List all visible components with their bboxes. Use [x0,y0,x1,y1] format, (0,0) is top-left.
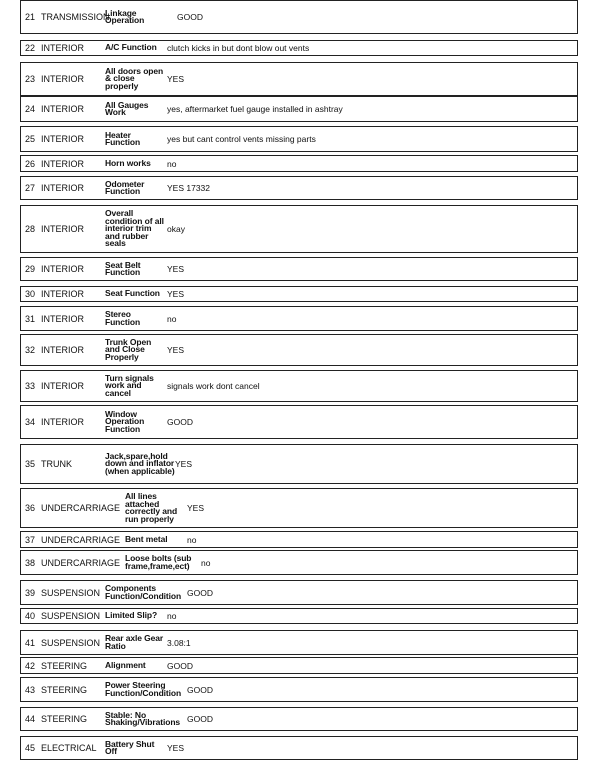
row-value: no [167,611,177,621]
row-number: 39 [25,587,36,598]
table-row [20,306,578,331]
row-item: Window Operation Function [105,408,145,434]
row-category: INTERIOR [41,224,85,234]
table-row [20,205,578,253]
row-item: Linkage Operation [105,7,145,25]
row-number: 22 [25,43,36,53]
row-value: no [167,158,177,169]
row-item: Seat Belt Function [105,259,141,277]
table-row [20,286,578,302]
row-category: INTERIOR [41,104,85,114]
row-category: UNDERCARRIAGE [41,534,121,545]
table-row [20,488,578,528]
row-value: okay [167,224,185,234]
row-number: 38 [25,557,36,568]
row-number: 41 [25,637,36,648]
row-item: Stable: No Shaking/Vibrations [105,709,181,727]
row-value: yes, aftermarket fuel gauge installed in ashtray [167,104,343,114]
row-number: 36 [25,503,36,513]
row-number: 30 [25,289,36,299]
row-item: All Gauges Work [105,99,149,117]
row-number: 33 [25,381,36,391]
table-row [20,40,578,56]
row-item: Overall condition of all interior trim and rubber seals [105,208,164,249]
row-category: INTERIOR [41,381,85,391]
table-row [20,176,578,200]
row-item: A/C Function [105,42,157,53]
row-number: 44 [25,714,36,724]
row-category: STEERING [41,684,88,695]
row-value: GOOD [177,12,203,22]
row-item: Alignment [105,659,146,670]
row-category: INTERIOR [41,264,85,274]
table-row [20,370,578,402]
table-row [20,444,578,484]
row-item: Battery Shut Off [105,738,155,756]
table-row [20,155,578,172]
row-item: Components Function/Condition [105,583,182,601]
row-value: YES [167,264,185,274]
row-value: YES [187,503,205,513]
row-category: UNDERCARRIAGE [41,557,121,568]
table-row [20,677,578,702]
row-value: YES [167,345,185,355]
row-number: 34 [25,417,36,427]
row-number: 25 [25,134,36,144]
row-value: signals work dont cancel [167,381,260,391]
row-category: INTERIOR [41,417,85,427]
row-item: Power Steering Function/Condition [105,680,182,698]
row-value: no [167,313,177,324]
row-category: INTERIOR [41,313,85,324]
row-number: 45 [25,743,36,753]
row-value: YES [175,459,193,469]
row-number: 42 [25,660,36,671]
row-value: GOOD [167,660,193,671]
row-category: INTERIOR [41,158,85,169]
row-item: Limited Slip? [105,610,158,621]
table-row [20,630,578,655]
row-category: STEERING [41,714,88,724]
table-row [20,608,578,624]
row-value: no [187,534,197,545]
row-category: SUSPENSION [41,587,101,598]
row-item: Odometer Function [105,178,145,196]
row-number: 24 [25,104,36,114]
row-number: 27 [25,183,36,193]
row-value: yes but cant control vents missing parts [167,134,316,144]
table-row [20,657,578,674]
table-row [20,96,578,122]
row-value: YES [167,743,185,753]
table-row [20,62,578,96]
table-row [20,580,578,605]
row-number: 21 [25,12,36,22]
row-category: SUSPENSION [41,611,101,621]
row-value: GOOD [187,684,213,695]
row-item: Bent metal [125,533,168,544]
row-value: YES [167,289,185,299]
row-value: YES 17332 [167,183,211,193]
row-item: Jack,spare,hold down and inflator (when applicable) [105,450,175,476]
row-number: 23 [25,74,36,84]
row-item: Heater Function [105,129,141,147]
row-item: Stereo Function [105,309,141,327]
row-value: clutch kicks in but dont blow out vents [167,43,310,53]
row-item: Loose bolts (sub frame,frame,ect) [125,553,192,571]
table-row [20,126,578,152]
table-row [20,707,578,731]
table-row [20,257,578,281]
row-number: 35 [25,459,36,469]
table-row [20,0,578,34]
row-item: Rear axle Gear Ratio [105,633,164,651]
row-item: Seat Function [105,288,160,299]
row-value: 3.08:1 [167,637,191,648]
row-category: TRANSMISSION [41,12,110,22]
row-value: GOOD [167,417,193,427]
row-category: INTERIOR [41,183,85,193]
row-item: Trunk Open and Close Properly [105,336,152,362]
row-value: YES [167,74,185,84]
row-category: INTERIOR [41,345,85,355]
row-number: 37 [25,534,36,545]
table-row [20,550,578,575]
row-number: 28 [25,224,36,234]
row-value: GOOD [187,587,213,598]
table-row [20,334,578,366]
row-item: Turn signals work and cancel [105,372,154,398]
row-number: 43 [25,684,36,695]
row-number: 29 [25,264,36,274]
row-category: INTERIOR [41,134,85,144]
row-category: TRUNK [41,459,72,469]
row-category: INTERIOR [41,289,85,299]
row-value: GOOD [187,714,213,724]
row-category: ELECTRICAL [41,743,97,753]
row-category: STEERING [41,660,88,671]
row-category: SUSPENSION [41,637,101,648]
row-number: 26 [25,158,36,169]
table-row [20,405,578,439]
table-row [20,736,578,760]
row-item: All lines attached correctly and run properly [125,491,178,524]
row-value: no [201,557,211,568]
table-row [20,531,578,548]
row-number: 40 [25,611,36,621]
row-item: All doors open & close properly [105,65,164,91]
row-category: INTERIOR [41,74,85,84]
row-category: INTERIOR [41,43,85,53]
row-number: 32 [25,345,36,355]
row-number: 31 [25,313,36,324]
row-category: UNDERCARRIAGE [41,503,121,513]
row-item: Horn works [105,157,151,168]
